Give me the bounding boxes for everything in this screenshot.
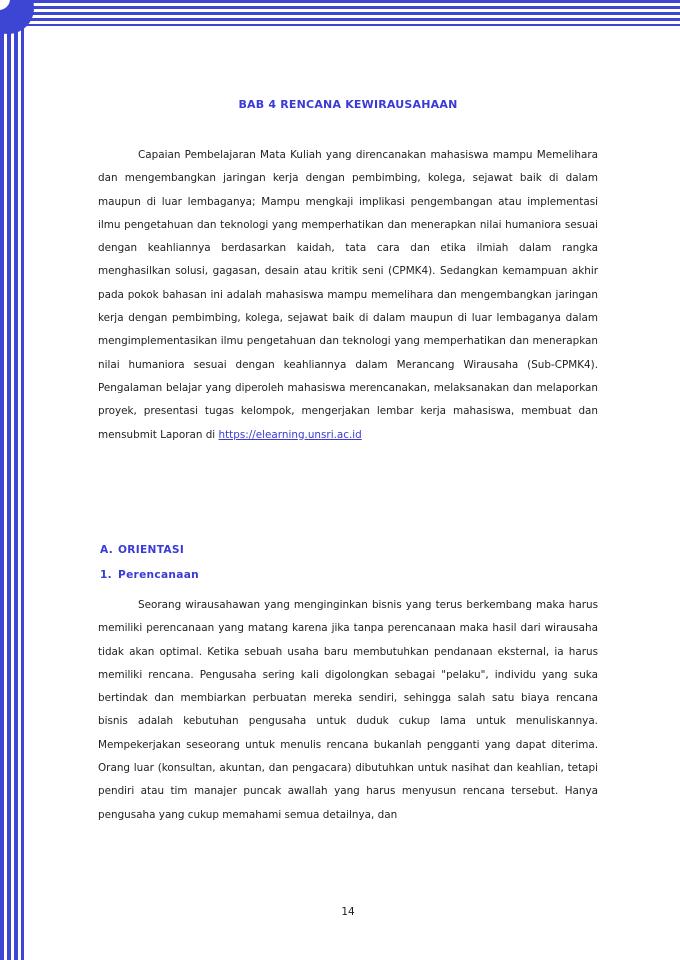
subsection-heading-number: 1. — [100, 569, 112, 581]
page-number: 14 — [341, 906, 355, 918]
subsection-heading-perencanaan — [100, 569, 199, 581]
border-stripe-top-4 — [0, 18, 680, 21]
border-stripe-top-2 — [0, 6, 680, 9]
elearning-link[interactable]: https://elearning.unsri.ac.id — [218, 428, 362, 441]
border-stripe-top-3 — [0, 12, 680, 15]
corner-ornament — [0, 0, 34, 34]
perencanaan-paragraph: Seorang wirausahawan yang menginginkan bisnis yang terus berkembang maka harus memiliki perencanaan yang matang karena jika tanpa perencanaan maka hasil dari wirausaha tidak akan optimal. Ketika sebuah usaha baru membutuhkan pendanaan eksternal, ia harus memiliki rencana. Pengusaha sering kali digolongkan sebagai "pelaku", individu yang suka bertindak dan membiarkan perbuatan mereka sendiri, sehingga salah satu biaya rencana bisnis adalah kebutuhan pengusaha untuk duduk cukup lama untuk menuliskannya. Mempekerjakan seseorang untuk menulis rencana bukanlah pengganti yang dapat diterima. Orang luar (konsultan, akuntan, dan pengacara) dibutuhkan untuk nasihat dan keahlian, tetapi pendiri atau tim manajer puncak awallah yang harus menyusun rencana tersebut. Hanya pengusaha yang cukup memahami semua detailnya, dan — [98, 599, 598, 821]
corner-ornament-inner — [0, 0, 10, 10]
border-stripe-left-2 — [7, 0, 11, 960]
border-stripe-left-4 — [21, 0, 24, 960]
intro-paragraph — [98, 144, 598, 447]
intro-paragraph-text: Capaian Pembelajaran Mata Kuliah yang direncanakan mahasiswa mampu Memelihara dan mengembangkan jaringan kerja dengan pembimbing, kolega, sejawat baik di dalam maupun di luar lembaganya; Mampu mengkaji implikasi pengembangan atau implementasi ilmu pengetahuan dan teknologi yang memperhatikan dan menerapkan nilai humaniora sesuai dengan keahliannya berdasarkan kaidah, tata cara dan etika ilmiah dalam rangka menghasilkan solusi, gagasan, desain atau kritik seni (CPMK4). Sedangkan kemampuan akhir pada pokok bahasan ini adalah mahasiswa mampu memelihara dan mengembangkan jaringan kerja dengan pembimbing, kolega, sejawat baik di dalam maupun di luar lembaganya dalam mengimplementasikan ilmu pengetahuan dan teknologi yang memperhatikan dan menerapkan nilai humaniora sesuai dengan keahliannya dalam Merancang Wirausaha (Sub-CPMK4). Pengalaman belajar yang diperoleh mahasiswa merencanakan, melaksanakan dan melaporkan proyek, presentasi tugas kelompok, mengerjakan lembar kerja mahasiswa, membuat dan mensubmit Laporan di — [98, 149, 598, 441]
subsection-heading-text: Perencanaan — [118, 569, 200, 581]
border-stripe-left-1 — [0, 0, 4, 960]
border-stripe-left-3 — [14, 0, 18, 960]
section-heading-text: ORIENTASI — [118, 544, 185, 556]
section-heading-orientasi — [100, 544, 184, 556]
chapter-title: BAB 4 RENCANA KEWIRAUSAHAAN — [238, 98, 458, 111]
border-stripe-top-1 — [0, 0, 680, 3]
section-heading-number: A. — [100, 544, 114, 556]
border-stripe-top-5 — [0, 24, 680, 26]
